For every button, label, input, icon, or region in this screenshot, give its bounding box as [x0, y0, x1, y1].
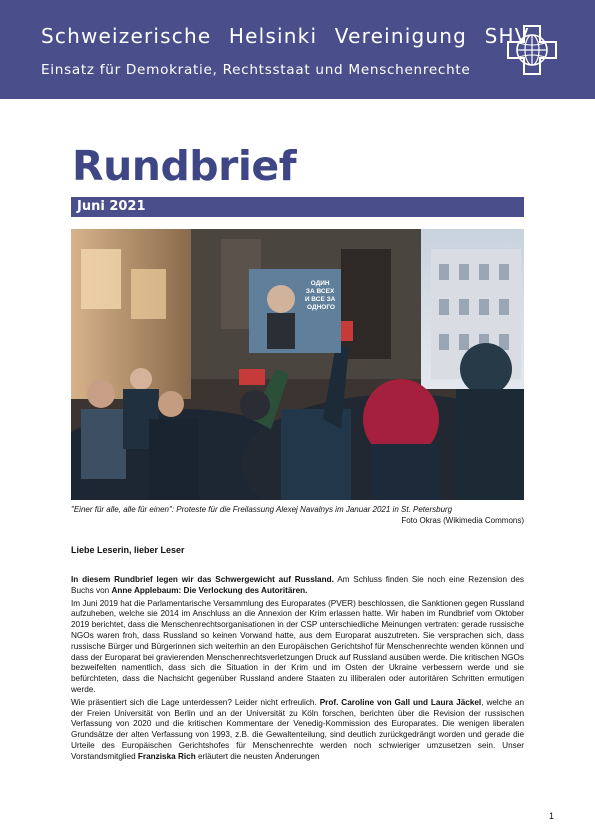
protest-sign — [249, 269, 341, 353]
organization-name: Schweizerische Helsinki Vereinigung SHV — [41, 24, 530, 48]
newsletter-title: Rundbrief — [72, 142, 297, 190]
globe-cross-icon — [506, 24, 558, 76]
issue-date: Juni 2021 — [77, 199, 146, 214]
organization-tagline: Einsatz für Demokratie, Rechtsstaat und Menschenrechte — [41, 62, 471, 78]
text-run: Am Schluss finden Sie noch eine Rezension des Buchs von — [71, 575, 524, 595]
issue-bar — [71, 197, 524, 217]
photo-credit: Foto Okras (Wikimedia Commons) — [401, 516, 524, 525]
salutation: Liebe Leserin, lieber Leser — [71, 545, 185, 555]
emphasis: Franziska Rich — [137, 751, 196, 761]
emphasis: Prof. Caroline von Gall und Laura Jäckel — [319, 697, 482, 707]
header-band — [0, 0, 595, 99]
photo-caption — [71, 504, 524, 526]
svg-text:ОДИН ЗА ВСЕХ И: ОДИН ЗА ВСЕХ И ВСЕ ЗА ОДНОГО — [304, 280, 336, 311]
page-number: 1 — [549, 811, 555, 821]
paragraph: Im Juni 2019 hat die Parlamentarische Versammlung des Europarates (PVER) beschlossen, die Sanktionen gegen Russland aufzuheben, welche sie 2014 im Anschluss an die Annexion der Krim erlassen hatte. Wir haben im Rundbrief vom Oktober 2019 berichtet, dass die Menschenrechtsorganisationen in der CSP unterschiedliche Meinungen vertraten: gerade russische NGOs waren froh, dass Russland so keinen Vorwand hatte, aus dem Europarat auszutreten. Sie versprachen sich, dass russische Bürger und Bürgerinnen sich weiterhin an den Europäischen Gerichtshof für Menschenrechte wenden können und dass der Europarat bei gravierenden Menschenrechtsverletzungen Druck auf Russland ausüben werde. Die kritischen NGOs bezweifelten namentlich, dass sich die Situation in der Krim und im Osten der Ukraine verbessern werde und sie befürchteten, dass die Nachsicht gegenüber Russland andere Staaten zu illiberalen oder autoritären Schritten ermutigen werde. — [71, 598, 524, 694]
emphasis: Anne Applebaum: Die Verlockung des Autoritären. — [111, 585, 308, 595]
caption-text: "Einer für alle, alle für einen": Proteste für die Freilassung Alexej Navalnys im Januar 2021 in St. Petersburg — [71, 505, 453, 514]
text-run: erläutert die neusten Änderungen — [195, 751, 320, 761]
text-run: , welche an der Freien Universität von Berlin und an der Universität zu Köln forschen, berichten über die Revision der russischen Verfassung von 2020 und die kritischen Kommentare der Venedig-Kommission des Europarates. Die wenigen liberalen Grundsätze der alten Verfassung von 1993, z.B. die Gewaltenteilung, sind deutlich zurückgedrängt worden und gerade die Urteile des Europäischen Gerichtshofes für Menschenrechte werden noch schwieriger umzusetzen sein. Unser Vorstandsmitglied — [71, 697, 524, 761]
text-run: Wie präsentiert sich die Lage unterdessen? Leider nicht erfreulich. — [71, 697, 320, 707]
paragraph — [71, 575, 524, 597]
emphasis: In diesem Rundbrief legen wir das Schwergewicht auf Russland. — [71, 575, 334, 584]
intro-text — [71, 575, 524, 765]
cover-photo — [71, 229, 524, 500]
paragraph — [71, 698, 524, 763]
